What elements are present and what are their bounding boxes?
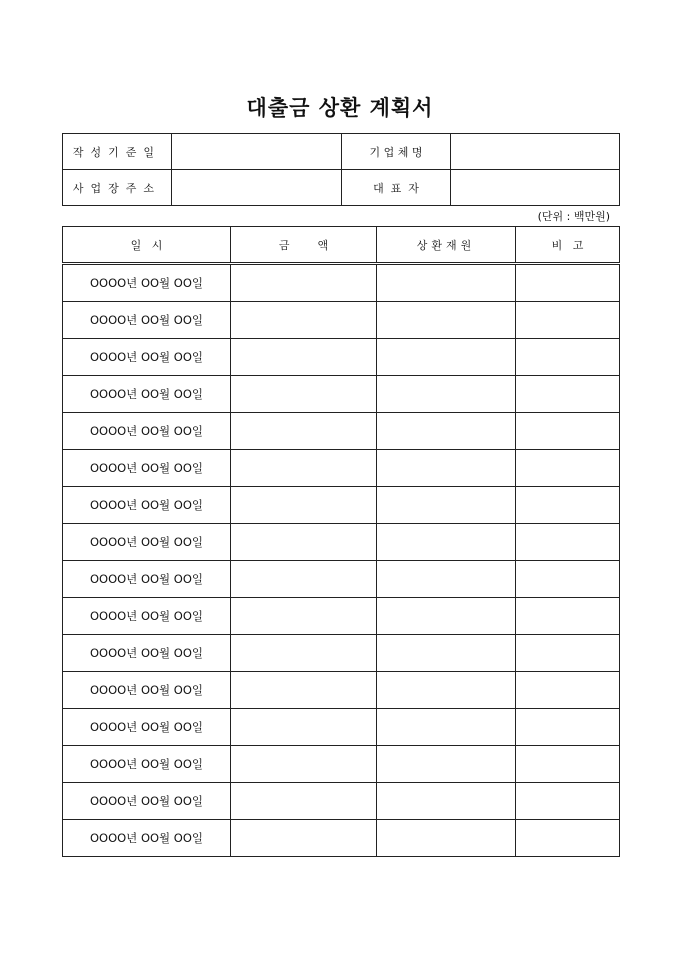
info-table — [62, 133, 620, 206]
header-amount: 금 액 — [231, 227, 377, 264]
remarks-cell[interactable] — [516, 376, 620, 413]
date-cell: OOOO년 OO월 OO일 — [63, 746, 231, 783]
remarks-cell[interactable] — [516, 302, 620, 339]
remarks-cell[interactable] — [516, 487, 620, 524]
amount-cell[interactable] — [231, 376, 377, 413]
repayment-source-cell[interactable] — [377, 413, 516, 450]
company-name-field[interactable] — [451, 134, 620, 170]
remarks-cell[interactable] — [516, 746, 620, 783]
date-cell: OOOO년 OO월 OO일 — [63, 709, 231, 746]
base-date-field[interactable] — [172, 134, 342, 170]
plan-header-row — [63, 227, 620, 264]
table-row — [63, 820, 620, 857]
repayment-source-cell[interactable] — [377, 635, 516, 672]
table-row — [63, 487, 620, 524]
table-row — [63, 598, 620, 635]
header-repayment-source: 상환재원 — [377, 227, 516, 264]
remarks-cell[interactable] — [516, 820, 620, 857]
date-cell: OOOO년 OO월 OO일 — [63, 413, 231, 450]
remarks-cell[interactable] — [516, 561, 620, 598]
amount-cell[interactable] — [231, 783, 377, 820]
repayment-source-cell[interactable] — [377, 561, 516, 598]
table-row — [63, 635, 620, 672]
remarks-cell[interactable] — [516, 450, 620, 487]
repayment-source-cell[interactable] — [377, 598, 516, 635]
remarks-cell[interactable] — [516, 413, 620, 450]
table-row — [63, 783, 620, 820]
amount-cell[interactable] — [231, 598, 377, 635]
repayment-source-cell[interactable] — [377, 820, 516, 857]
repayment-source-cell[interactable] — [377, 450, 516, 487]
amount-cell[interactable] — [231, 672, 377, 709]
amount-cell[interactable] — [231, 746, 377, 783]
repayment-source-cell[interactable] — [377, 487, 516, 524]
amount-cell[interactable] — [231, 264, 377, 302]
repayment-source-cell[interactable] — [377, 264, 516, 302]
table-row — [63, 746, 620, 783]
remarks-cell[interactable] — [516, 709, 620, 746]
header-remarks: 비 고 — [516, 227, 620, 264]
amount-cell[interactable] — [231, 339, 377, 376]
info-row-2 — [63, 170, 620, 206]
amount-cell[interactable] — [231, 635, 377, 672]
remarks-cell[interactable] — [516, 783, 620, 820]
date-cell: OOOO년 OO월 OO일 — [63, 339, 231, 376]
business-address-label: 사업장주소 — [63, 170, 172, 206]
amount-cell[interactable] — [231, 561, 377, 598]
repayment-plan-table — [62, 226, 620, 857]
amount-cell[interactable] — [231, 524, 377, 561]
repayment-source-cell[interactable] — [377, 672, 516, 709]
date-cell: OOOO년 OO월 OO일 — [63, 820, 231, 857]
representative-field[interactable] — [451, 170, 620, 206]
repayment-source-cell[interactable] — [377, 783, 516, 820]
header-date: 일 시 — [63, 227, 231, 264]
document-title: 대출금 상환 계획서 — [246, 96, 434, 120]
date-cell: OOOO년 OO월 OO일 — [63, 524, 231, 561]
remarks-cell[interactable] — [516, 672, 620, 709]
base-date-label: 작성기준일 — [63, 134, 172, 170]
company-name-label: 기 업 체 명 — [342, 134, 451, 170]
amount-cell[interactable] — [231, 487, 377, 524]
plan-body — [63, 264, 620, 857]
remarks-cell[interactable] — [516, 339, 620, 376]
table-row — [63, 709, 620, 746]
date-cell: OOOO년 OO월 OO일 — [63, 635, 231, 672]
remarks-cell[interactable] — [516, 264, 620, 302]
table-row — [63, 302, 620, 339]
date-cell: OOOO년 OO월 OO일 — [63, 672, 231, 709]
amount-cell[interactable] — [231, 450, 377, 487]
business-address-field[interactable] — [172, 170, 342, 206]
repayment-source-cell[interactable] — [377, 709, 516, 746]
date-cell: OOOO년 OO월 OO일 — [63, 561, 231, 598]
table-row — [63, 672, 620, 709]
repayment-source-cell[interactable] — [377, 746, 516, 783]
table-row — [63, 524, 620, 561]
representative-label: 대 표 자 — [342, 170, 451, 206]
table-row — [63, 413, 620, 450]
date-cell: OOOO년 OO월 OO일 — [63, 376, 231, 413]
remarks-cell[interactable] — [516, 598, 620, 635]
info-row-1 — [63, 134, 620, 170]
amount-cell[interactable] — [231, 709, 377, 746]
unit-note: (단위 : 백만원) — [537, 210, 610, 223]
table-row — [63, 450, 620, 487]
date-cell: OOOO년 OO월 OO일 — [63, 783, 231, 820]
repayment-source-cell[interactable] — [377, 376, 516, 413]
table-row — [63, 339, 620, 376]
date-cell: OOOO년 OO월 OO일 — [63, 450, 231, 487]
repayment-source-cell[interactable] — [377, 524, 516, 561]
date-cell: OOOO년 OO월 OO일 — [63, 302, 231, 339]
table-row — [63, 264, 620, 302]
amount-cell[interactable] — [231, 302, 377, 339]
table-row — [63, 561, 620, 598]
repayment-source-cell[interactable] — [377, 339, 516, 376]
date-cell: OOOO년 OO월 OO일 — [63, 264, 231, 302]
repayment-source-cell[interactable] — [377, 302, 516, 339]
remarks-cell[interactable] — [516, 524, 620, 561]
amount-cell[interactable] — [231, 413, 377, 450]
amount-cell[interactable] — [231, 820, 377, 857]
table-row — [63, 376, 620, 413]
remarks-cell[interactable] — [516, 635, 620, 672]
date-cell: OOOO년 OO월 OO일 — [63, 487, 231, 524]
date-cell: OOOO년 OO월 OO일 — [63, 598, 231, 635]
